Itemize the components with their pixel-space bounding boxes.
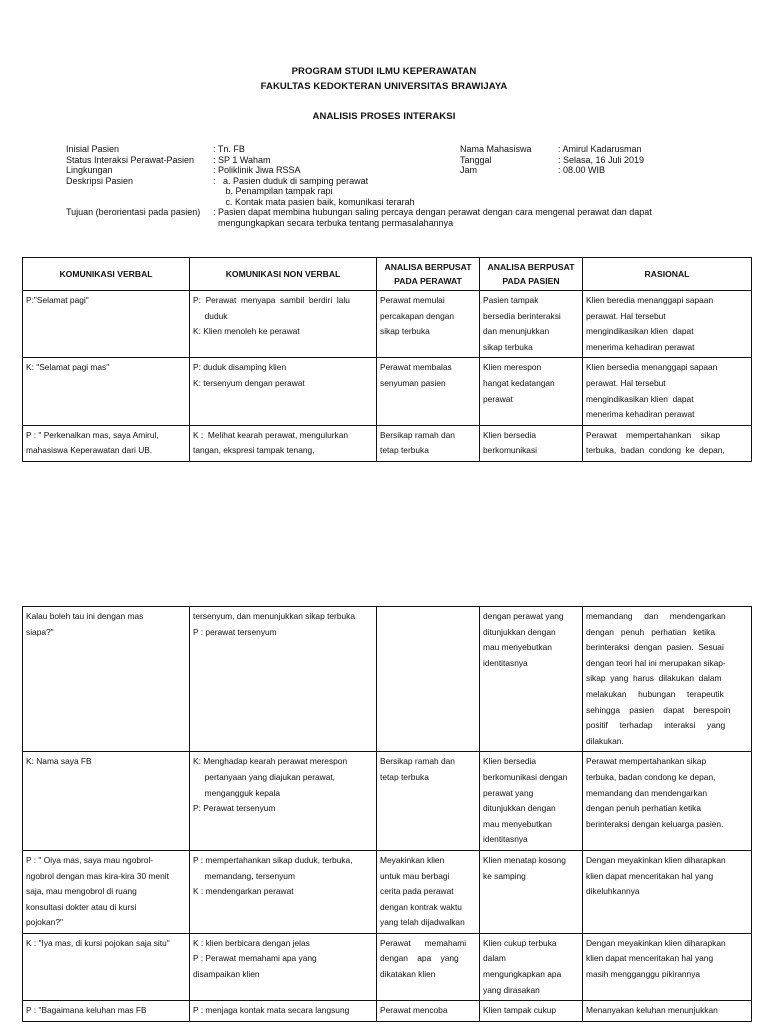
cell-text-line: siapa?" bbox=[26, 626, 54, 637]
rationale-cell bbox=[583, 607, 752, 752]
info-line: : a. Pasien duduk di samping perawat bbox=[213, 175, 369, 186]
patient-analysis-cell bbox=[480, 358, 583, 425]
cell-text-line: perawat yang bbox=[483, 787, 534, 798]
info-line: Jam bbox=[460, 165, 478, 175]
info-line: Lingkungan bbox=[66, 165, 113, 175]
cell-text-line: sikap terbuka bbox=[483, 341, 533, 352]
verbal-cell bbox=[23, 291, 190, 358]
cell-text-line: K: Menghadap kearah perawat merespon bbox=[193, 756, 348, 767]
cell-text-line: dengan kontrak waktu bbox=[380, 901, 462, 912]
cell-text-line: Perawat memulai bbox=[380, 295, 445, 305]
cell-text-line: Dengan meyakinkan klien diharapkan bbox=[586, 937, 726, 948]
cell-text-line: menerima kehadiran perawat bbox=[586, 409, 695, 420]
rationale-cell bbox=[583, 358, 752, 425]
cell-text-line: K : "Iya mas, di kursi pojokan saja situ" bbox=[26, 937, 170, 948]
cell-text-line: Klien bersedia bbox=[483, 429, 537, 440]
cell-text-line: Klien merespon bbox=[483, 362, 542, 373]
verbal-cell bbox=[23, 425, 190, 461]
info-line: : Poliklinik Jiwa RSSA bbox=[213, 165, 301, 175]
nurse-analysis-cell bbox=[377, 933, 480, 1000]
info-line: : SP 1 Waham bbox=[213, 154, 271, 165]
header-nonverbal: KOMUNIKASI NON VERBAL bbox=[190, 258, 377, 291]
cell-text-line: ke samping bbox=[483, 870, 526, 881]
cell-text-line: ditunjukkan dengan bbox=[483, 803, 556, 814]
cell-text-line: sehingga pasien dapat berespoin bbox=[586, 704, 731, 715]
rationale-cell bbox=[583, 752, 752, 851]
cell-text-line: dalam bbox=[483, 953, 506, 964]
rationale-cell bbox=[583, 933, 752, 1000]
document-title: ANALISIS PROSES INTERAKSI bbox=[312, 111, 456, 122]
cell-text-line: identitasnya bbox=[483, 657, 528, 668]
cell-text-line: konsultasi dokter atau di kursi bbox=[26, 901, 137, 912]
cell-text-line: P : perawat tersenyum bbox=[193, 626, 277, 637]
cell-text-line: dengan penuh perhatian ketika bbox=[586, 626, 715, 637]
cell-text-line: tangan, ekspresi tampak tenang, bbox=[193, 445, 315, 456]
info-line: Status Interaksi Perawat-Pasien bbox=[66, 154, 195, 165]
cell-text-line: P : "Bagaimana keluhan mas FB bbox=[26, 1005, 147, 1016]
cell-text-line: sikap yang harus dilakukan dalam bbox=[586, 673, 722, 684]
cell-text-line: perawat bbox=[483, 393, 513, 404]
cell-text-line: memandang, tersenyum bbox=[193, 870, 295, 881]
cell-text-line: pertanyaan yang diajukan perawat, bbox=[193, 771, 336, 782]
cell-text-line: P:"Selamat pagi" bbox=[26, 295, 89, 305]
cell-text-line: bersedia berinteraksi bbox=[483, 310, 561, 321]
cell-text-line: K: "Selamat pagi mas" bbox=[26, 362, 110, 373]
verbal-cell bbox=[23, 1001, 190, 1022]
cell-text-line: mau menyebutkan bbox=[483, 642, 552, 653]
nurse-analysis-cell bbox=[377, 607, 480, 752]
nonverbal-cell bbox=[190, 850, 377, 933]
cell-text-line: berinteraksi dengan pasien. Sesuai bbox=[586, 642, 724, 653]
cell-text-line: tersenyum, dan menunjukkan sikap terbuka bbox=[193, 611, 356, 621]
cell-text-line: dan menunjukkan bbox=[483, 326, 550, 337]
cell-text-line: Meyakinkan klien bbox=[380, 854, 445, 865]
verbal-cell bbox=[23, 358, 190, 425]
nurse-analysis-cell bbox=[377, 850, 480, 933]
cell-text-line: K : klien berbicara dengan jelas bbox=[193, 937, 310, 948]
student-info-values bbox=[558, 144, 644, 176]
faculty-heading: FAKULTAS KEDOKTERAN UNIVERSITAS BRAWIJAYA bbox=[260, 81, 508, 92]
cell-text-line: P: Perawat tersenyum bbox=[193, 803, 276, 814]
patient-info-labels bbox=[66, 144, 200, 228]
cell-text-line: mau menyebutkan bbox=[483, 818, 552, 829]
cell-text-line: yang telah dijadwalkan bbox=[380, 917, 465, 928]
table-header-row bbox=[23, 258, 752, 291]
nurse-analysis-cell bbox=[377, 1001, 480, 1022]
table-row bbox=[23, 607, 752, 752]
verbal-cell bbox=[23, 850, 190, 933]
cell-text-line: Perawat mempertahankan sikap bbox=[586, 429, 721, 440]
cell-text-line: terbuka, badan condong ke depan, bbox=[586, 445, 725, 456]
cell-text-line: identitasnya bbox=[483, 834, 528, 845]
cell-text-line: Perawat mempertahankan sikap bbox=[586, 756, 707, 767]
cell-text-line: yang dirasakan bbox=[483, 984, 540, 995]
cell-text-line: K : Melihat kearah perawat, mengulurkan bbox=[193, 429, 349, 440]
cell-text-line: Dengan meyakinkan klien diharapkan bbox=[586, 854, 726, 865]
header-patient-analysis: ANALISA BERPUSAT PADA PASIEN bbox=[480, 258, 583, 291]
info-line: : Amirul Kadarusman bbox=[558, 144, 642, 154]
info-line: : 08.00 WIB bbox=[558, 165, 606, 175]
info-line: Tujuan (berorientasi pada pasien) bbox=[66, 207, 201, 217]
cell-text-line: P : menjaga kontak mata secara langsung bbox=[193, 1005, 350, 1016]
nonverbal-cell bbox=[190, 425, 377, 461]
cell-text-line: P : mempertahankan sikap duduk, terbuka, bbox=[193, 854, 353, 865]
cell-text-line: K: Klien menoleh ke perawat bbox=[193, 326, 300, 337]
info-line: mengungkapkan secara terbuka tentang permasalahannya bbox=[213, 217, 454, 228]
patient-analysis-cell bbox=[480, 607, 583, 752]
cell-text-line: Klien tampak cukup bbox=[483, 1005, 557, 1016]
cell-text-line: Klien beredia menanggapi sapaan bbox=[586, 295, 714, 305]
table-row bbox=[23, 752, 752, 851]
verbal-cell bbox=[23, 752, 190, 851]
cell-text-line: melakukan hubungan terapeutik bbox=[586, 688, 724, 699]
cell-text-line: percakapan dengan bbox=[380, 310, 455, 321]
cell-text-line: dikeluhkannya bbox=[586, 886, 640, 897]
nonverbal-cell bbox=[190, 358, 377, 425]
cell-text-line: pojokan?" bbox=[26, 917, 63, 928]
cell-text-line: tetap terbuka bbox=[380, 771, 429, 782]
rationale-cell bbox=[583, 425, 752, 461]
table-row bbox=[23, 933, 752, 1000]
cell-text-line: mengungkapkan apa bbox=[483, 969, 562, 980]
cell-text-line: tetap terbuka bbox=[380, 445, 429, 456]
info-line: Deskripsi Pasien bbox=[66, 175, 134, 186]
cell-text-line: P : " Perkenalkan mas, saya Amirul, bbox=[26, 429, 159, 440]
nonverbal-cell bbox=[190, 933, 377, 1000]
info-line bbox=[66, 218, 200, 229]
cell-text-line: disampaikan klien bbox=[193, 969, 260, 980]
table-row bbox=[23, 850, 752, 933]
nurse-analysis-cell bbox=[377, 752, 480, 851]
cell-text-line: P : " Oiya mas, saya mau ngobrol- bbox=[26, 854, 154, 865]
info-line: Tanggal bbox=[460, 154, 492, 165]
cell-text-line: Pasien tampak bbox=[483, 295, 539, 305]
verbal-cell bbox=[23, 933, 190, 1000]
cell-text-line: dengan perawat yang bbox=[483, 611, 564, 621]
header-verbal: KOMUNIKASI VERBAL bbox=[23, 258, 190, 291]
cell-text-line: duduk bbox=[193, 310, 228, 321]
rationale-cell bbox=[583, 850, 752, 933]
nurse-analysis-cell bbox=[377, 425, 480, 461]
cell-text-line: K: Nama saya FB bbox=[26, 756, 92, 767]
nurse-analysis-cell bbox=[377, 358, 480, 425]
header-rationale: RASIONAL bbox=[583, 258, 752, 291]
header-nurse-analysis: ANALISA BERPUSAT PADA PERAWAT bbox=[377, 258, 480, 291]
cell-text-line: mahasiswa Keperawatan dari UB. bbox=[26, 445, 153, 456]
cell-text-line: ditunjukkan dengan bbox=[483, 626, 556, 637]
cell-text-line: Bersikap ramah dan bbox=[380, 756, 455, 767]
cell-text-line: memandang dan mendengarkan bbox=[586, 787, 708, 798]
cell-text-line: P: Perawat menyapa sambil berdiri lalu bbox=[193, 295, 350, 305]
cell-text-line: Perawat memahami bbox=[380, 937, 467, 948]
cell-text-line: positif terhadap interaksi yang bbox=[586, 720, 726, 731]
nonverbal-cell bbox=[190, 607, 377, 752]
cell-text-line: masih mengganggu pikirannya bbox=[586, 969, 701, 980]
interaction-table-page2 bbox=[22, 606, 752, 1022]
interaction-table-page1 bbox=[22, 257, 752, 462]
cell-text-line: klien dapat menceritakan hal yang bbox=[586, 953, 714, 964]
info-line bbox=[66, 197, 200, 208]
cell-text-line: dengan teori hal ini merupakan sikap- bbox=[586, 657, 726, 668]
rationale-cell bbox=[583, 1001, 752, 1022]
student-info-labels bbox=[460, 144, 532, 176]
cell-text-line: menerima kehadiran perawat bbox=[586, 341, 695, 352]
nonverbal-cell bbox=[190, 291, 377, 358]
cell-text-line: Klien bersedia menanggapi sapaan bbox=[586, 362, 718, 373]
cell-text-line: Klien cukup terbuka bbox=[483, 937, 557, 948]
info-line: : Tn. FB bbox=[213, 144, 245, 154]
cell-text-line: Perawat mencoba bbox=[380, 1005, 448, 1016]
cell-text-line: dilakukan. bbox=[586, 735, 624, 746]
cell-text-line: Kalau boleh tau ini dengan mas bbox=[26, 611, 144, 621]
cell-text-line: saja, mau mengobrol di ruang bbox=[26, 886, 137, 897]
patient-analysis-cell bbox=[480, 291, 583, 358]
nurse-analysis-cell bbox=[377, 291, 480, 358]
cell-text-line: dengan apa yang bbox=[380, 953, 459, 964]
cell-text-line: sikap terbuka bbox=[380, 326, 430, 337]
patient-analysis-cell bbox=[480, 933, 583, 1000]
cell-text-line: ngobrol dengan mas kira-kira 30 menit bbox=[26, 870, 169, 881]
cell-text-line: Klien menatap kosong bbox=[483, 854, 566, 865]
table-row bbox=[23, 425, 752, 461]
cell-text-line: dikatakan klien bbox=[380, 969, 436, 980]
cell-text-line: perawat. Hal tersebut bbox=[586, 377, 666, 388]
cell-text-line: hangat kedatangan bbox=[483, 377, 555, 388]
cell-text-line: klien dapat menceritakan hal yang bbox=[586, 870, 714, 881]
table-row bbox=[23, 291, 752, 358]
cell-text-line: cerita pada perawat bbox=[380, 886, 454, 897]
info-line: : Pasien dapat membina hubungan saling percaya dengan perawat dengan cara mengenal perawat dan dapat bbox=[213, 207, 652, 217]
info-line: : Selasa, 16 Juli 2019 bbox=[558, 154, 645, 165]
nonverbal-cell bbox=[190, 1001, 377, 1022]
verbal-cell bbox=[23, 607, 190, 752]
info-line: b. Penampilan tampak rapi bbox=[213, 186, 333, 196]
cell-text-line: mengangguk kepala bbox=[193, 787, 281, 798]
cell-text-line: mengindikasikan klien dapat bbox=[586, 326, 694, 337]
cell-text-line: perawat. Hal tersebut bbox=[586, 310, 666, 321]
cell-text-line: berinteraksi dengan keluarga pasien. bbox=[586, 818, 724, 829]
cell-text-line: mengindikasikan klien dapat bbox=[586, 393, 694, 404]
table-row bbox=[23, 1001, 752, 1022]
patient-analysis-cell bbox=[480, 1001, 583, 1022]
cell-text-line: K: tersenyum dengan perawat bbox=[193, 377, 305, 388]
cell-text-line: terbuka, badan condong ke depan, bbox=[586, 771, 716, 782]
cell-text-line: berkomunikasi dengan bbox=[483, 771, 568, 782]
cell-text-line: berkomunikasi bbox=[483, 445, 537, 456]
cell-text-line: Menanyakan keluhan menunjukkan bbox=[586, 1005, 718, 1016]
cell-text-line: K : mendengarkan perawat bbox=[193, 886, 294, 897]
cell-text-line: dengan penuh perhatian ketika bbox=[586, 803, 702, 814]
info-line: Inisial Pasien bbox=[66, 144, 120, 154]
program-heading: PROGRAM STUDI ILMU KEPERAWATAN bbox=[291, 66, 477, 77]
patient-analysis-cell bbox=[480, 752, 583, 851]
patient-analysis-cell bbox=[480, 850, 583, 933]
cell-text-line: Bersikap ramah dan bbox=[380, 429, 455, 440]
cell-text-line: senyuman pasien bbox=[380, 377, 446, 388]
nonverbal-cell bbox=[190, 752, 377, 851]
info-line bbox=[66, 186, 200, 197]
patient-analysis-cell bbox=[480, 425, 583, 461]
info-line: c. Kontak mata pasien baik, komunikasi terarah bbox=[213, 196, 415, 207]
table-row bbox=[23, 358, 752, 425]
info-line: Nama Mahasiswa bbox=[460, 144, 532, 154]
rationale-cell bbox=[583, 291, 752, 358]
cell-text-line: Perawat membalas bbox=[380, 362, 452, 373]
cell-text-line: P : Perawat memahami apa yang bbox=[193, 953, 317, 964]
cell-text-line: P: duduk disamping klien bbox=[193, 362, 287, 373]
cell-text-line: memandang dan mendengarkan bbox=[586, 611, 726, 621]
cell-text-line: untuk mau berbagi bbox=[380, 870, 450, 881]
cell-text-line: Klien bersedia bbox=[483, 756, 537, 767]
